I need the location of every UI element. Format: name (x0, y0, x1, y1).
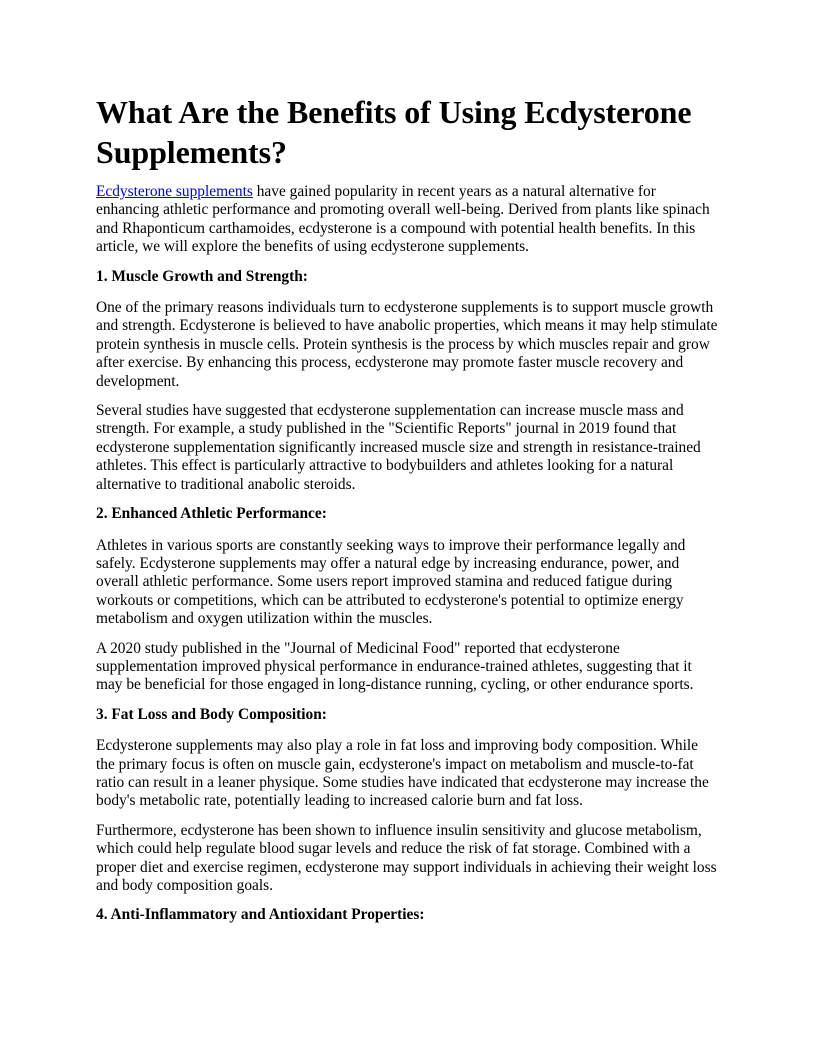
section-paragraph: A 2020 study published in the "Journal of Medicinal Food" reported that ecdysterone supplementation improved physical performance in endurance-trained athletes, suggesting that it may be beneficial for those engaged in long-distance running, cycling, or other endurance sports. (96, 639, 694, 694)
section-paragraph: Athletes in various sports are constantly seeking ways to improve their performance legally and safely. Ecdysterone supplements may offer a natural edge by increasing endurance, power, and overall athletic performance. Some users report improved stamina and reduced fatigue during workouts or competitions, which can be attributed to ecdysterone's potential to optimize energy metabolism and oxygen utilization within the muscles. (96, 536, 686, 628)
section-heading-athletic-performance: 2. Enhanced Athletic Performance: (96, 505, 327, 523)
ecdysterone-supplements-link[interactable]: Ecdysterone supplements (96, 183, 253, 200)
intro-text: have gained popularity in recent years as a natural alternative for enhancing athletic performance and promoting overall well-being. Derived from plants like spinach and Rhaponticum carthamoides, ecdysterone is a compound with potential health benefits. In this article, we will explore the benefits of using ecdysterone supplements. (96, 183, 710, 256)
section-paragraph: Furthermore, ecdysterone has been shown to influence insulin sensitivity and glucose metabolism, which could help regulate blood sugar levels and reduce the risk of fat storage. Combined with a proper diet and exercise regimen, ecdysterone may support individuals in achieving their weight loss and body composition goals. (96, 821, 717, 894)
section-paragraph: One of the primary reasons individuals turn to ecdysterone supplements is to support muscle growth and strength. Ecdysterone is believed to have anabolic properties, which means it may help stimulate protein synthesis in muscle cells. Protein synthesis is the process by which muscles repair and grow after exercise. By enhancing this process, ecdysterone may promote faster muscle recovery and development. (96, 299, 718, 390)
section-heading-muscle-growth: 1. Muscle Growth and Strength: (96, 267, 308, 285)
document-page (96, 92, 720, 938)
section-paragraph: Ecdysterone supplements may also play a role in fat loss and improving body composition. While the primary focus is often on muscle gain, ecdysterone's impact on metabolism and muscle-to-fat ratio can result in a leaner physique. Some studies have indicated that ecdysterone may increase the body's metabolic rate, potentially leading to increased calorie burn and fat loss. (96, 737, 709, 810)
section-heading-fat-loss: 3. Fat Loss and Body Composition: (96, 705, 327, 723)
intro-paragraph (96, 183, 720, 257)
page-title: What Are the Benefits of Using Ecdysterone Supplements? (96, 94, 692, 170)
section-paragraph: Several studies have suggested that ecdysterone supplementation can increase muscle mass and strength. For example, a study published in the "Scientific Reports" journal in 2019 found that ecdysterone supplementation significantly increased muscle size and strength in resistance-trained athletes. This effect is particularly attractive to bodybuilders and athletes looking for a natural alternative to traditional anabolic steroids. (96, 402, 701, 493)
section-heading-anti-inflammatory: 4. Anti-Inflammatory and Antioxidant Properties: (96, 906, 425, 924)
